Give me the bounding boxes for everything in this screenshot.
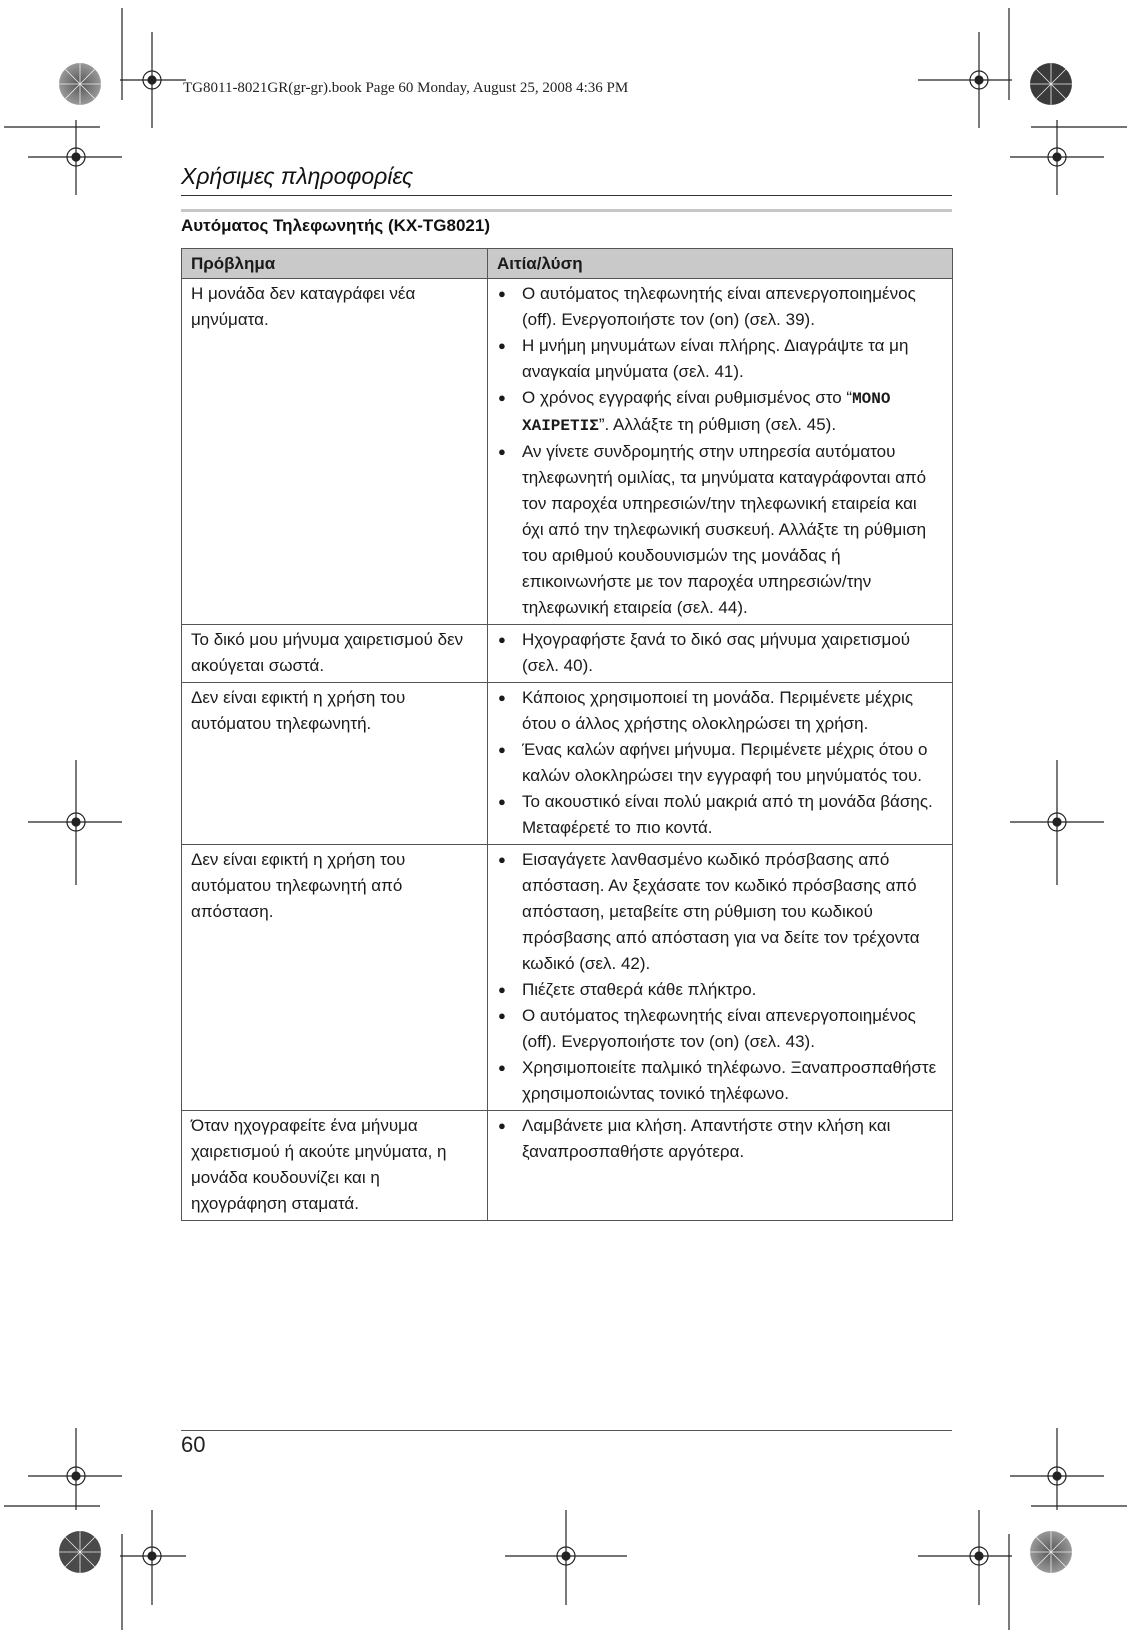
solution-text: Το ακουστικό είναι πολύ μακριά από τη μονάδα βάσης. Μεταφέρετέ το πιο κοντά. (522, 792, 933, 837)
table-row (182, 1111, 953, 1221)
problem-text: Η μονάδα δεν καταγράφει νέα μηνύματα. (191, 284, 416, 329)
table-header-row (182, 249, 953, 279)
problem-cell (182, 279, 488, 625)
solution-item (497, 1003, 943, 1055)
table-row (182, 683, 953, 845)
bullet-icon: ● (498, 444, 506, 459)
target-mark-icon (505, 1510, 627, 1605)
target-mark-icon (1010, 1428, 1104, 1510)
solution-text: Η μνήμη μηνυμάτων είναι πλήρης. Διαγράψτε τα μη αναγκαία μηνύματα (σελ. 41). (522, 336, 909, 381)
solution-text: Εισαγάγετε λανθασμένο κωδικό πρόσβασης από απόσταση. Αν ξεχάσατε τον κωδικό πρόσβασης από απόσταση, μεταβείτε στη ρύθμιση του κωδικού πρόσβασης από απόσταση για να δείτε τον τρέχοντα κωδικό (σελ. 42). (522, 850, 920, 973)
display-setting-text: ΜΟΝΟ ΧΑΙΡΕΤΙΣ (522, 390, 891, 435)
table-row (182, 279, 953, 625)
solution-list (497, 1113, 943, 1165)
solution-list (497, 685, 943, 841)
solution-text: Ηχογραφήστε ξανά το δικό σας μήνυμα χαιρετισμού (σελ. 40). (522, 630, 911, 675)
solution-item (497, 439, 943, 621)
problem-cell (182, 683, 488, 845)
table-row (182, 625, 953, 683)
problem-text: Δεν είναι εφικτή η χρήση του αυτόματου τηλεφωνητή. (191, 688, 406, 733)
problem-cell (182, 625, 488, 683)
bullet-icon: ● (498, 794, 506, 809)
troubleshooting-table (181, 248, 953, 1221)
section-title: Χρήσιμες πληροφορίες (181, 163, 414, 189)
solution-text: Ο αυτόματος τηλεφωνητής είναι απενεργοποιημένος (off). Ενεργοποιήστε τον (on) (σελ. 43). (522, 1006, 916, 1051)
solution-item (497, 627, 943, 679)
bullet-icon: ● (498, 742, 506, 757)
target-mark-icon (918, 1510, 1012, 1605)
bullet-icon: ● (498, 338, 506, 353)
solution-text: Λαμβάνετε μια κλήση. Απαντήστε στην κλήση και ξαναπροσπαθήστε αργότερα. (522, 1116, 891, 1161)
solution-text: Κάποιος χρησιμοποιεί τη μονάδα. Περιμένετε μέχρις ότου ο άλλος χρήστης ολοκληρώσει τη χρήση. (522, 688, 914, 733)
solution-item (497, 1055, 943, 1107)
solution-text: Αν γίνετε συνδρομητής στην υπηρεσία αυτόματου τηλεφωνητή ομιλίας, τα μηνύματα καταγράφονται από τον παροχέα υπηρεσιών/την τηλεφωνική εταιρεία και όχι από την τηλεφωνική συσκευή. Αλλάξτε τη ρύθμιση του αριθμού κουδουνισμών της μονάδας ή επικοινωνήστε με τον παροχέα υπηρεσιών/την τηλεφωνική εταιρεία (σελ. 44). (522, 442, 927, 617)
solution-item (497, 385, 943, 439)
problem-text: Όταν ηχογραφείτε ένα μήνυμα χαιρετισμού ή ακούτε μηνύματα, η μονάδα κουδουνίζει και η ηχογράφηση σταματά. (191, 1116, 447, 1213)
solution-item (497, 789, 943, 841)
target-mark-icon (1010, 760, 1104, 885)
solution-item (497, 1113, 943, 1165)
page-number: 60 (181, 1432, 206, 1457)
solution-item (497, 847, 943, 977)
solution-list (497, 627, 943, 679)
cause-cell (488, 625, 953, 683)
solution-item (497, 977, 943, 1003)
solution-text: Ο αυτόματος τηλεφωνητής είναι απενεργοποιημένος (off). Ενεργοποιήστε τον (on) (σελ. 39). (522, 284, 916, 329)
cause-cell (488, 1111, 953, 1221)
column-header-cause: Αιτία/λύση (488, 249, 953, 279)
solution-text: Ένας καλών αφήνει μήνυμα. Περιμένετε μέχρις ότου ο καλών ολοκληρώσει την εγγραφή του μηνύματός του. (522, 740, 928, 785)
table-row (182, 845, 953, 1111)
solution-item (497, 281, 943, 333)
bullet-icon: ● (498, 632, 506, 647)
solution-item (497, 333, 943, 385)
cause-cell (488, 279, 953, 625)
bullet-icon: ● (498, 1060, 506, 1075)
problem-text: Το δικό μου μήνυμα χαιρετισμού δεν ακούγεται σωστά. (191, 630, 464, 675)
table-title: Αυτόματος Τηλεφωνητής (KX-TG8021) (181, 216, 491, 235)
footer-rule (181, 1430, 952, 1431)
target-mark-icon (1010, 120, 1104, 195)
problem-cell (182, 1111, 488, 1221)
target-mark-icon (28, 760, 122, 885)
column-header-problem: Πρόβλημα (182, 249, 488, 279)
target-mark-icon (28, 1428, 122, 1510)
solution-item (497, 685, 943, 737)
solution-text: ”. Αλλάξτε τη ρύθμιση (σελ. 45). (598, 415, 837, 434)
title-rule (181, 195, 952, 196)
target-mark-icon (120, 1510, 186, 1605)
book-header: TG8011-8021GR(gr-gr).book Page 60 Monday, August 25, 2008 4:36 PM (183, 80, 629, 96)
solution-list (497, 281, 943, 621)
bullet-icon: ● (498, 390, 506, 405)
solution-list (497, 847, 943, 1107)
target-mark-icon (28, 120, 122, 195)
solution-text: Ο χρόνος εγγραφής είναι ρυθμισμένος στο “ (522, 388, 853, 407)
bullet-icon: ● (498, 1118, 506, 1133)
title-rule-shadow (181, 209, 952, 212)
bullet-icon: ● (498, 1008, 506, 1023)
bullet-icon: ● (498, 286, 506, 301)
target-mark-icon (120, 32, 186, 128)
bullet-icon: ● (498, 852, 506, 867)
cause-cell (488, 683, 953, 845)
solution-text: Πιέζετε σταθερά κάθε πλήκτρο. (522, 980, 757, 999)
bullet-icon: ● (498, 982, 506, 997)
solution-item (497, 737, 943, 789)
bullet-icon: ● (498, 690, 506, 705)
solution-text: Χρησιμοποιείτε παλμικό τηλέφωνο. Ξαναπροσπαθήστε χρησιμοποιώντας τονικό τηλέφωνο. (522, 1058, 937, 1103)
target-mark-icon (918, 32, 1012, 128)
problem-cell (182, 845, 488, 1111)
table-body (182, 279, 953, 1221)
problem-text: Δεν είναι εφικτή η χρήση του αυτόματου τηλεφωνητή από απόσταση. (191, 850, 406, 921)
cause-cell (488, 845, 953, 1111)
